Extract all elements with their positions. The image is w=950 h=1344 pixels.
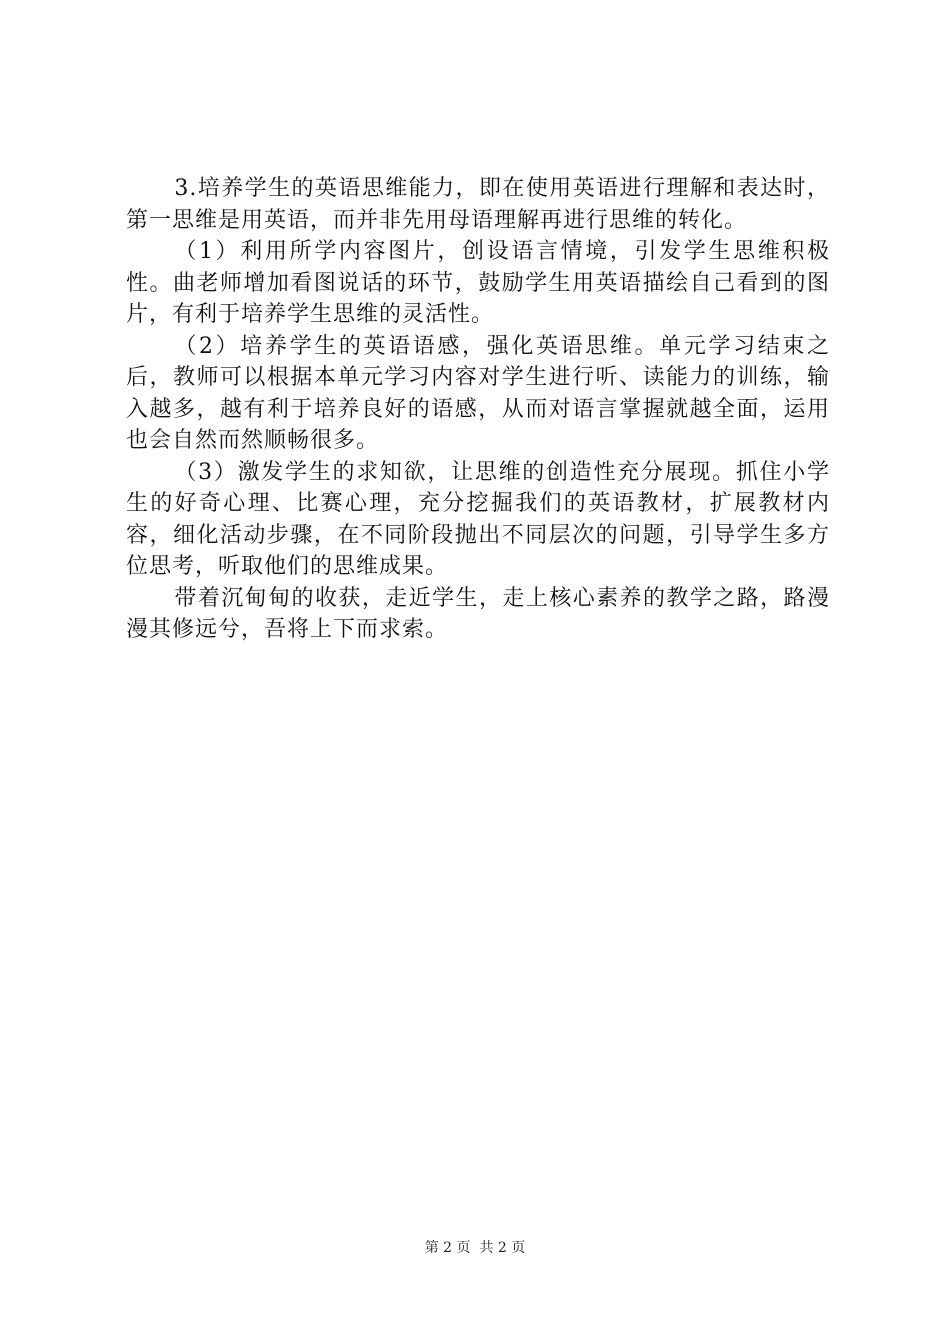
page-footer <box>0 1239 950 1257</box>
paragraph-conclusion: 带着沉甸甸的收获，走近学生，走上核心素养的教学之路，路漫漫其修远兮，吾将上下而求索。 <box>126 585 830 642</box>
paragraph-item-2: （2）培养学生的英语语感，强化英语思维。单元学习结束之后，教师可以根据本单元学习内容对学生进行听、读能力的训练，输入越多，越有利于培养良好的语感，从而对语言掌握就越全面，运用也会自然而然顺畅很多。 <box>126 333 830 453</box>
paragraph-section-3: 3.培养学生的英语思维能力，即在使用英语进行理解和表达时，第一思维是用英语，而并非先用母语理解再进行思维的转化。 <box>126 176 830 233</box>
paragraph-item-1: （1）利用所学内容图片，创设语言情境，引发学生思维积极性。曲老师增加看图说话的环节，鼓励学生用英语描绘自己看到的图片，有利于培养学生思维的灵活性。 <box>126 239 830 327</box>
document-body <box>126 173 830 646</box>
paragraph-item-3: （3）激发学生的求知欲，让思维的创造性充分展现。抓住小学生的好奇心理、比赛心理，充分挖掘我们的英语教材，扩展教材内容，细化活动步骤，在不同阶段抛出不同层次的问题，引导学生多方位思考，听取他们的思维成果。 <box>126 459 830 579</box>
page-number-label: 第 2 页 共 2 页 <box>424 1240 526 1256</box>
